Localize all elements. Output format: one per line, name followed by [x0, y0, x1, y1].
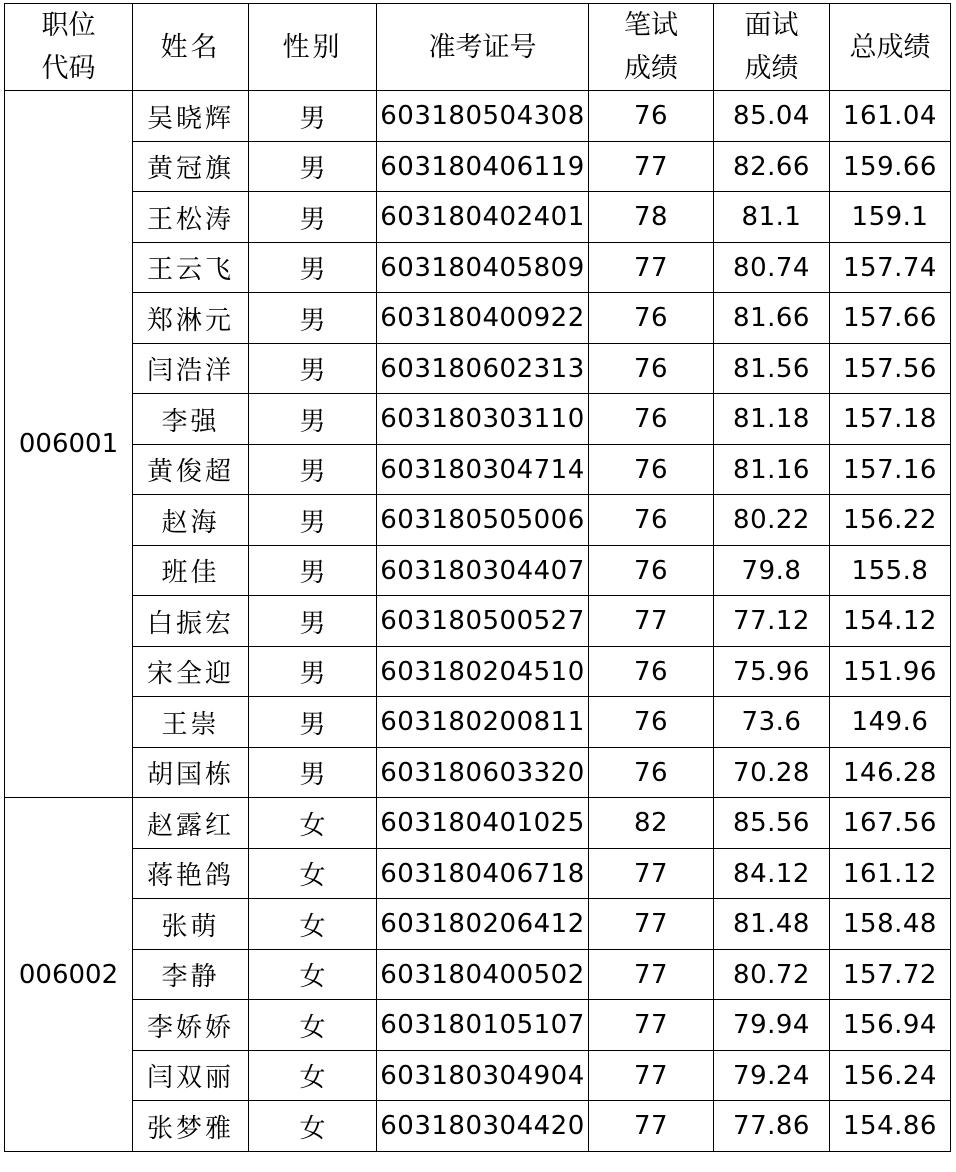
total-score-cell: 156.22	[830, 495, 951, 546]
written-score-cell: 77	[589, 242, 714, 293]
table-row	[5, 596, 951, 647]
gender-cell: 男	[249, 697, 377, 748]
header-position-code-line2: 代码	[41, 53, 96, 85]
written-score-cell: 77	[589, 141, 714, 192]
candidate-name-cell: 李娇娇	[133, 1000, 249, 1051]
table-row	[5, 1101, 951, 1152]
table-row	[5, 1050, 951, 1101]
table-row	[5, 343, 951, 394]
interview-score-cell: 79.24	[714, 1050, 830, 1101]
interview-score-cell: 81.18	[714, 394, 830, 445]
table-row	[5, 798, 951, 849]
table-row	[5, 747, 951, 798]
interview-score-cell: 85.04	[714, 91, 830, 142]
exam-id-cell: 603180401025	[377, 798, 589, 849]
interview-score-cell: 73.6	[714, 697, 830, 748]
exam-id-cell: 603180402401	[377, 192, 589, 243]
gender-cell: 男	[249, 646, 377, 697]
table-body	[5, 91, 951, 1152]
gender-cell: 男	[249, 495, 377, 546]
candidate-name-cell: 赵露红	[133, 798, 249, 849]
interview-score-cell: 79.94	[714, 1000, 830, 1051]
candidate-name-cell: 赵海	[133, 495, 249, 546]
exam-id-cell: 603180304420	[377, 1101, 589, 1152]
candidate-name-cell: 闫浩洋	[133, 343, 249, 394]
gender-cell: 女	[249, 798, 377, 849]
gender-cell: 男	[249, 394, 377, 445]
interview-score-cell: 80.72	[714, 949, 830, 1000]
exam-id-cell: 603180304714	[377, 444, 589, 495]
gender-cell: 男	[249, 293, 377, 344]
table-row	[5, 697, 951, 748]
exam-id-cell: 603180105107	[377, 1000, 589, 1051]
total-score-cell: 167.56	[830, 798, 951, 849]
header-row	[5, 4, 951, 91]
header-total-score	[830, 4, 951, 91]
candidate-name-cell: 黄冠旗	[133, 141, 249, 192]
gender-cell: 女	[249, 1101, 377, 1152]
interview-score-cell: 81.66	[714, 293, 830, 344]
written-score-cell: 76	[589, 495, 714, 546]
table-row	[5, 646, 951, 697]
written-score-cell: 77	[589, 848, 714, 899]
total-score-cell: 156.94	[830, 1000, 951, 1051]
exam-id-cell: 603180303110	[377, 394, 589, 445]
header-written-score	[589, 4, 714, 91]
exam-id-cell: 603180602313	[377, 343, 589, 394]
interview-score-cell: 79.8	[714, 545, 830, 596]
candidate-name-cell: 张萌	[133, 899, 249, 950]
interview-score-cell: 81.16	[714, 444, 830, 495]
gender-cell: 女	[249, 848, 377, 899]
interview-score-cell: 81.48	[714, 899, 830, 950]
candidate-name-cell: 吴晓辉	[133, 91, 249, 142]
total-score-cell: 158.48	[830, 899, 951, 950]
gender-cell: 男	[249, 192, 377, 243]
written-score-cell: 76	[589, 545, 714, 596]
table-row	[5, 293, 951, 344]
table-row	[5, 545, 951, 596]
table-row	[5, 242, 951, 293]
position-code-cell: 006002	[5, 798, 133, 1152]
table-row	[5, 192, 951, 243]
total-score-cell: 157.66	[830, 293, 951, 344]
written-score-cell: 76	[589, 343, 714, 394]
table-row	[5, 949, 951, 1000]
exam-id-cell: 603180200811	[377, 697, 589, 748]
candidate-name-cell: 郑淋元	[133, 293, 249, 344]
table-row	[5, 848, 951, 899]
header-interview-line2: 成绩	[744, 53, 799, 85]
interview-score-cell: 85.56	[714, 798, 830, 849]
candidate-name-cell: 王崇	[133, 697, 249, 748]
written-score-cell: 77	[589, 596, 714, 647]
header-interview-line1: 面试	[744, 10, 799, 41]
header-written-line2: 成绩	[624, 53, 678, 85]
gender-cell: 男	[249, 91, 377, 142]
written-score-cell: 77	[589, 899, 714, 950]
total-score-cell: 155.8	[830, 545, 951, 596]
header-written-line1: 笔试	[624, 10, 678, 41]
table-row	[5, 495, 951, 546]
candidate-name-cell: 李强	[133, 394, 249, 445]
gender-cell: 男	[249, 596, 377, 647]
gender-cell: 男	[249, 343, 377, 394]
candidate-name-cell: 张梦雅	[133, 1101, 249, 1152]
candidate-name-cell: 王松涛	[133, 192, 249, 243]
gender-cell: 男	[249, 747, 377, 798]
exam-id-cell: 603180405809	[377, 242, 589, 293]
written-score-cell: 76	[589, 394, 714, 445]
exam-id-cell: 603180406718	[377, 848, 589, 899]
gender-cell: 女	[249, 1000, 377, 1051]
interview-score-cell: 70.28	[714, 747, 830, 798]
total-score-cell: 146.28	[830, 747, 951, 798]
table-row	[5, 899, 951, 950]
written-score-cell: 76	[589, 697, 714, 748]
exam-id-cell: 603180206412	[377, 899, 589, 950]
header-gender	[249, 4, 377, 91]
exam-id-cell: 603180504308	[377, 91, 589, 142]
written-score-cell: 77	[589, 1050, 714, 1101]
written-score-cell: 77	[589, 949, 714, 1000]
written-score-cell: 76	[589, 444, 714, 495]
written-score-cell: 77	[589, 1101, 714, 1152]
header-total-label: 总成绩	[849, 31, 931, 63]
exam-id-cell: 603180406119	[377, 141, 589, 192]
written-score-cell: 76	[589, 646, 714, 697]
interview-score-cell: 77.86	[714, 1101, 830, 1152]
total-score-cell: 149.6	[830, 697, 951, 748]
table-row	[5, 141, 951, 192]
exam-id-cell: 603180505006	[377, 495, 589, 546]
score-table	[4, 3, 951, 1152]
interview-score-cell: 84.12	[714, 848, 830, 899]
candidate-name-cell: 蒋艳鸽	[133, 848, 249, 899]
table-row	[5, 1000, 951, 1051]
exam-id-cell: 603180304904	[377, 1050, 589, 1101]
exam-id-cell: 603180603320	[377, 747, 589, 798]
gender-cell: 女	[249, 1050, 377, 1101]
interview-score-cell: 82.66	[714, 141, 830, 192]
gender-cell: 女	[249, 899, 377, 950]
total-score-cell: 157.56	[830, 343, 951, 394]
total-score-cell: 157.72	[830, 949, 951, 1000]
candidate-name-cell: 班佳	[133, 545, 249, 596]
total-score-cell: 161.12	[830, 848, 951, 899]
total-score-cell: 159.66	[830, 141, 951, 192]
interview-score-cell: 75.96	[714, 646, 830, 697]
header-name-label: 姓名	[160, 31, 221, 63]
exam-id-cell: 603180400502	[377, 949, 589, 1000]
total-score-cell: 157.18	[830, 394, 951, 445]
gender-cell: 女	[249, 949, 377, 1000]
header-exam-id-label: 准考证号	[428, 31, 537, 63]
header-position-code	[5, 4, 133, 91]
gender-cell: 男	[249, 242, 377, 293]
exam-id-cell: 603180304407	[377, 545, 589, 596]
written-score-cell: 76	[589, 747, 714, 798]
total-score-cell: 156.24	[830, 1050, 951, 1101]
candidate-name-cell: 宋全迎	[133, 646, 249, 697]
written-score-cell: 82	[589, 798, 714, 849]
interview-score-cell: 80.22	[714, 495, 830, 546]
total-score-cell: 154.86	[830, 1101, 951, 1152]
header-exam-id	[377, 4, 589, 91]
candidate-name-cell: 王云飞	[133, 242, 249, 293]
total-score-cell: 151.96	[830, 646, 951, 697]
interview-score-cell: 81.56	[714, 343, 830, 394]
written-score-cell: 77	[589, 1000, 714, 1051]
table-row	[5, 91, 951, 142]
total-score-cell: 154.12	[830, 596, 951, 647]
total-score-cell: 161.04	[830, 91, 951, 142]
total-score-cell: 157.74	[830, 242, 951, 293]
interview-score-cell: 80.74	[714, 242, 830, 293]
header-interview-score	[714, 4, 830, 91]
header-name	[133, 4, 249, 91]
exam-id-cell: 603180204510	[377, 646, 589, 697]
written-score-cell: 76	[589, 91, 714, 142]
interview-score-cell: 81.1	[714, 192, 830, 243]
candidate-name-cell: 闫双丽	[133, 1050, 249, 1101]
gender-cell: 男	[249, 444, 377, 495]
total-score-cell: 159.1	[830, 192, 951, 243]
candidate-name-cell: 白振宏	[133, 596, 249, 647]
candidate-name-cell: 李静	[133, 949, 249, 1000]
position-code-cell: 006001	[5, 91, 133, 798]
candidate-name-cell: 胡国栋	[133, 747, 249, 798]
table-row	[5, 394, 951, 445]
written-score-cell: 76	[589, 293, 714, 344]
exam-id-cell: 603180400922	[377, 293, 589, 344]
table-row	[5, 444, 951, 495]
header-position-code-line1: 职位	[41, 10, 96, 41]
total-score-cell: 157.16	[830, 444, 951, 495]
candidate-name-cell: 黄俊超	[133, 444, 249, 495]
header-gender-label: 性别	[282, 31, 343, 63]
gender-cell: 男	[249, 141, 377, 192]
exam-id-cell: 603180500527	[377, 596, 589, 647]
interview-score-cell: 77.12	[714, 596, 830, 647]
written-score-cell: 78	[589, 192, 714, 243]
gender-cell: 男	[249, 545, 377, 596]
